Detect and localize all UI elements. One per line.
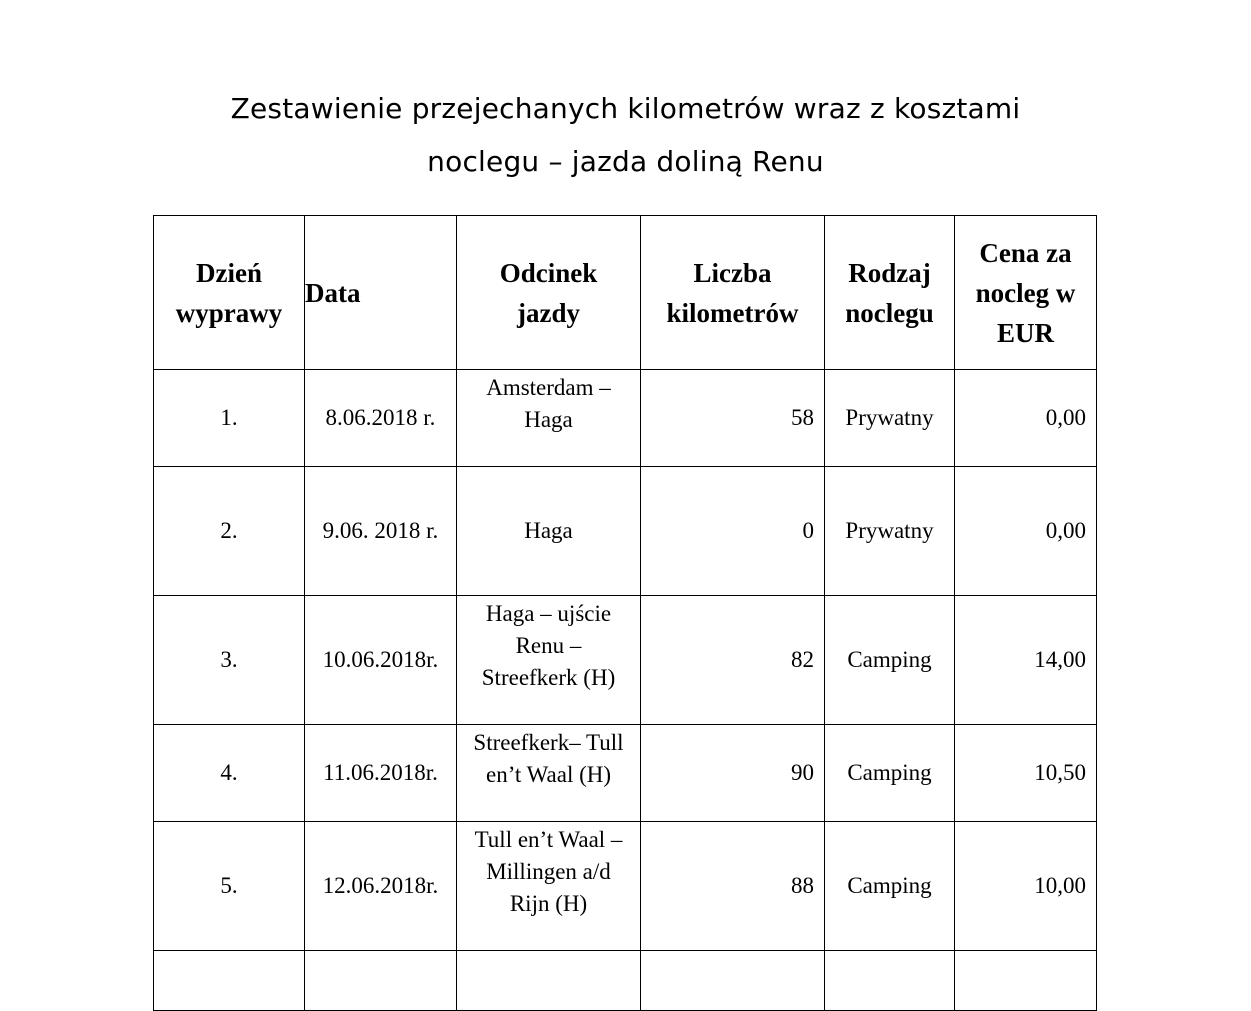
table-row xyxy=(154,822,1097,951)
cell-price: 14,00 xyxy=(955,596,1097,725)
cell-accommodation-type: Prywatny xyxy=(825,370,955,467)
cell-date: 12.06.2018r. xyxy=(305,822,457,951)
cell-km: 88 xyxy=(641,822,825,951)
header-accommodation-type: Rodzaj noclegu xyxy=(825,216,955,370)
table-header-row xyxy=(154,216,1097,370)
cell-date: 9.06. 2018 r. xyxy=(305,467,457,596)
cell-km: 58 xyxy=(641,370,825,467)
cell-empty xyxy=(955,951,1097,1011)
cell-empty xyxy=(154,951,305,1011)
cell-km: 82 xyxy=(641,596,825,725)
title-line-2: noclegu – jazda doliną Renu xyxy=(427,145,824,178)
cell-day: 4. xyxy=(154,725,305,822)
cell-accommodation-type: Prywatny xyxy=(825,467,955,596)
cell-segment: Streefkerk– Tull en’t Waal (H) xyxy=(457,725,641,822)
cell-date: 8.06.2018 r. xyxy=(305,370,457,467)
cell-segment: Tull en’t Waal – Millingen a/d Rijn (H) xyxy=(457,822,641,951)
cell-price: 0,00 xyxy=(955,370,1097,467)
table-row-partial xyxy=(154,951,1097,1011)
cell-segment: Haga – ujście Renu – Streefkerk (H) xyxy=(457,596,641,725)
cell-date: 10.06.2018r. xyxy=(305,596,457,725)
cell-empty xyxy=(305,951,457,1011)
cell-km: 90 xyxy=(641,725,825,822)
cell-empty xyxy=(641,951,825,1011)
header-price: Cena za nocleg w EUR xyxy=(955,216,1097,370)
cell-accommodation-type: Camping xyxy=(825,822,955,951)
table-row xyxy=(154,467,1097,596)
cell-empty xyxy=(825,951,955,1011)
cell-day: 1. xyxy=(154,370,305,467)
table-row xyxy=(154,725,1097,822)
cell-price: 0,00 xyxy=(955,467,1097,596)
cell-day: 2. xyxy=(154,467,305,596)
cell-day: 3. xyxy=(154,596,305,725)
route-cost-table xyxy=(153,215,1097,1011)
cell-accommodation-type: Camping xyxy=(825,596,955,725)
header-day: Dzień wyprawy xyxy=(154,216,305,370)
header-date: Data xyxy=(305,216,457,370)
cell-accommodation-type: Camping xyxy=(825,725,955,822)
cell-empty xyxy=(457,951,641,1011)
header-km: Liczba kilometrów xyxy=(641,216,825,370)
title-line-1: Zestawienie przejechanych kilometrów wraz z kosztami xyxy=(230,92,1021,125)
header-segment: Odcinek jazdy xyxy=(457,216,641,370)
document-title xyxy=(0,82,1251,188)
table-row xyxy=(154,596,1097,725)
cell-km: 0 xyxy=(641,467,825,596)
cell-day: 5. xyxy=(154,822,305,951)
cell-price: 10,00 xyxy=(955,822,1097,951)
cell-date: 11.06.2018r. xyxy=(305,725,457,822)
cell-segment: Amsterdam – Haga xyxy=(457,370,641,467)
table-row xyxy=(154,370,1097,467)
cell-price: 10,50 xyxy=(955,725,1097,822)
cell-segment: Haga xyxy=(457,467,641,596)
